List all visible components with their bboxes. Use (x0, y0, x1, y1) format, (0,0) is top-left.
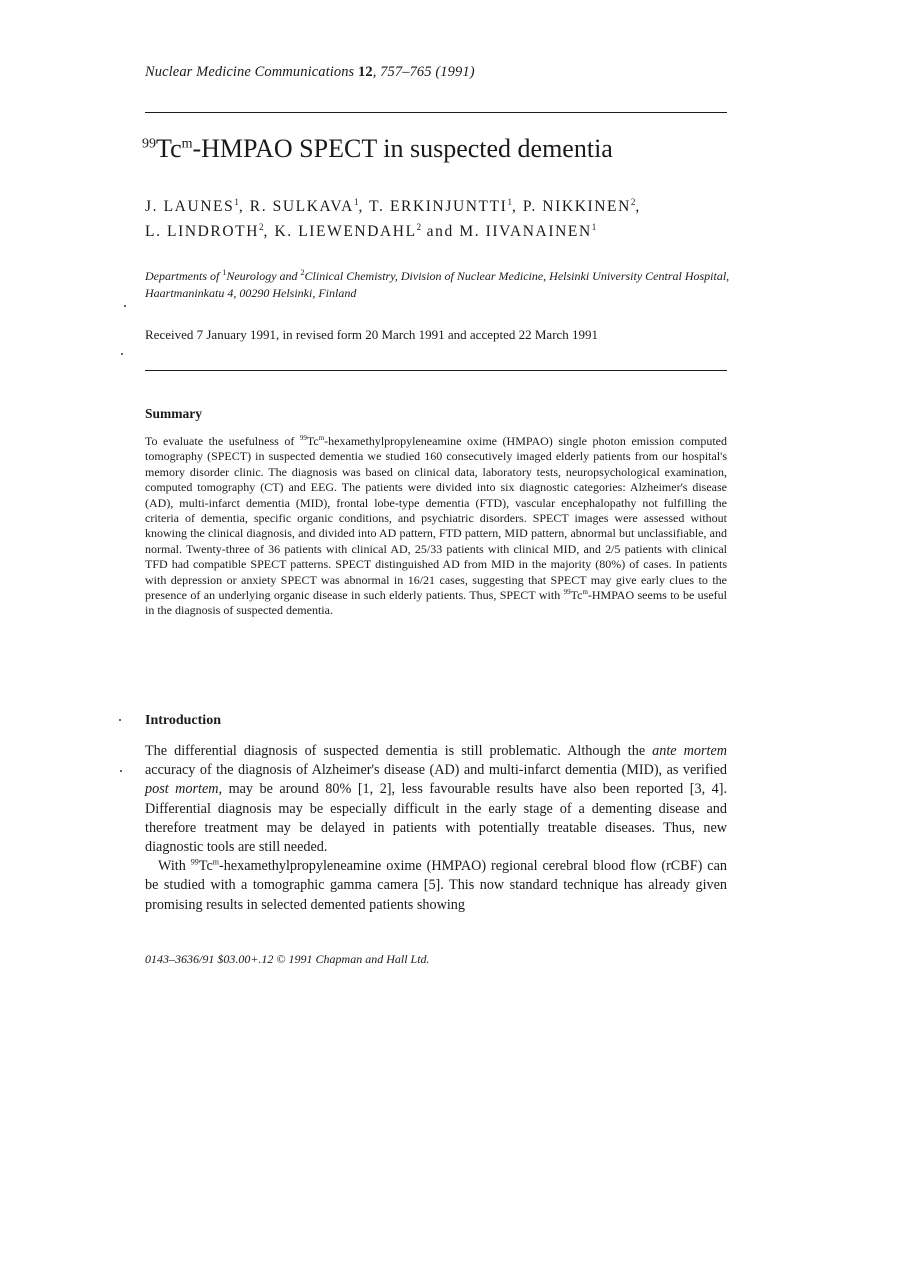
scan-speck (124, 305, 126, 307)
introduction-heading: Introduction (145, 713, 221, 728)
intro-text: With (158, 858, 191, 875)
title-metastable-sup: m (181, 136, 193, 152)
affiliation-sup: 1 (222, 268, 227, 277)
intro-sup: 99 (190, 857, 199, 867)
intro-paragraph-1 (145, 742, 727, 857)
intro-text: accuracy of the diagnosis of Alzheimer's disease (AD) and multi-infarct dementia (MID), as verified (145, 762, 727, 779)
author-affiliation-sup: 1 (507, 197, 512, 207)
introduction-body (145, 742, 727, 915)
title-rest: -HMPAO SPECT in suspected dementia (192, 134, 613, 163)
author-separator: , (263, 223, 275, 241)
author-affiliation-sup: 1 (591, 222, 597, 233)
journal-name: Nuclear Medicine Communications (145, 64, 355, 80)
author-separator: , (238, 198, 250, 216)
title-isotope-sup: 99 (142, 136, 156, 152)
author-separator: , (358, 198, 370, 216)
scan-speck (120, 770, 122, 772)
author-name: T. ERKINJUNTTI (369, 198, 508, 216)
summary-text: -hexamethylpropyleneamine oxime (HMPAO) single photon emission computed tomography (SPECT) in suspected dementia we studied 160 consecutively imaged elderly patients from our hospital's memory disorder clinic. The diagnosis was based on clinical data, laboratory tests, neuropsychological examination, computed tomography (CT) and EEG. The patients were divided into six diagnostic categories: Alzheimer's disease (AD), multi-infarct dementia (MID), frontal lobe-type dementia (FTD), vascular encephalopathy not fulfilling the criteria of dementia, specific organic conditions, and psychiatric disorders. SPECT images were assessed without knowing the clinical diagnosis, and divided into AD pattern, FTD pattern, MID pattern, abnormal but unclassifiable, and normal. Twenty-three of 36 patients with clinical AD, 25/33 patients with clinical MID, and 2/5 patients with clinical TFD had compatible SPECT patterns. SPECT distinguished AD from MID in the majority (80%) of cases. In patients with depression or anxiety SPECT was abnormal in 16/21 cases, suggesting that SPECT may give early clues to the presence of an underlying organic disease in such elderly patients. Thus, SPECT with (145, 434, 727, 603)
scan-speck (119, 719, 121, 721)
scan-speck (121, 353, 123, 355)
affiliation-text: Neurology and (226, 269, 301, 283)
summary-text: Tc (306, 434, 319, 448)
intro-text: , may be around 80% [1, 2], less favourable results have also been reported [3, 4]. Differential diagnosis may be especially difficult in the early stage of a dementing disease and therefore treatment may be delayed in patients with potentially treatable diseases. Thus, new diagnostic tools are still needed. (145, 781, 728, 856)
intro-italic: ante mortem (652, 743, 727, 759)
author-affiliation-sup: 2 (416, 222, 422, 233)
intro-paragraph-2 (145, 857, 727, 915)
journal-citation (145, 64, 475, 81)
copyright-footer: 0143–3636/91 $03.00+.12 © 1991 Chapman and Hall Ltd. (145, 952, 430, 966)
intro-italic: post mortem (145, 781, 219, 798)
affiliation-text: Departments of (145, 269, 223, 283)
summary-text: To evaluate the usefulness of (145, 434, 300, 448)
affiliation (145, 264, 745, 302)
summary-sup: 99 (299, 434, 307, 442)
intro-text: -hexamethylpropyleneamine oxime (HMPAO) regional cerebral blood flow (rCBF) can be studied with a tomographic gamma camera [5]. This now standard technique has already given promising results in selected demented patients showing (145, 858, 727, 913)
affiliation-sup: 2 (300, 268, 305, 277)
author-affiliation-sup: 2 (630, 197, 636, 207)
intro-sup: m (212, 857, 219, 867)
author-name: J. LAUNES (145, 198, 235, 216)
summary-heading: Summary (145, 406, 202, 421)
top-rule (145, 112, 727, 113)
author-separator: and (421, 223, 460, 241)
author-separator: , (511, 198, 523, 216)
summary-sup: m (582, 588, 588, 597)
summary-text: -HMPAO seems to be useful in the diagnosis of suspected dementia. (145, 588, 727, 618)
intro-text: The differential diagnosis of suspected dementia is still problematic. Although the (145, 743, 653, 759)
author-name: L. LINDROTH (145, 223, 260, 241)
article-title (142, 134, 762, 164)
author-name: P. NIKKINEN (522, 198, 631, 216)
summary-sup: 99 (563, 588, 571, 597)
author-name: M. IIVANAINEN (459, 223, 592, 241)
author-line-2 (145, 217, 745, 242)
bottom-rule (145, 370, 727, 371)
received-dates: Received 7 January 1991, in revised form 20 March 1991 and accepted 22 March 1991 (145, 327, 599, 342)
title-prefix: Tc (156, 134, 182, 163)
intro-text: Tc (198, 858, 213, 875)
summary-text: Tc (570, 588, 583, 603)
author-line-1 (145, 192, 745, 217)
journal-pages-year: , 757–765 (1991) (372, 64, 475, 80)
summary-sup: m (318, 434, 325, 442)
author-affiliation-sup: 1 (353, 197, 359, 207)
journal-volume: 12 (358, 64, 373, 80)
author-name: K. LIEWENDAHL (274, 223, 417, 241)
summary-body (145, 434, 727, 619)
affiliation-text: Clinical Chemistry, Division of Nuclear Medicine, Helsinki University Central Hospital, Haartmaninkatu 4, 00290 Helsinki, Finland (145, 269, 730, 300)
author-name: R. SULKAVA (249, 198, 354, 216)
author-separator: , (635, 198, 641, 216)
author-affiliation-sup: 1 (234, 197, 239, 207)
author-affiliation-sup: 2 (259, 222, 264, 233)
author-list (145, 192, 745, 242)
